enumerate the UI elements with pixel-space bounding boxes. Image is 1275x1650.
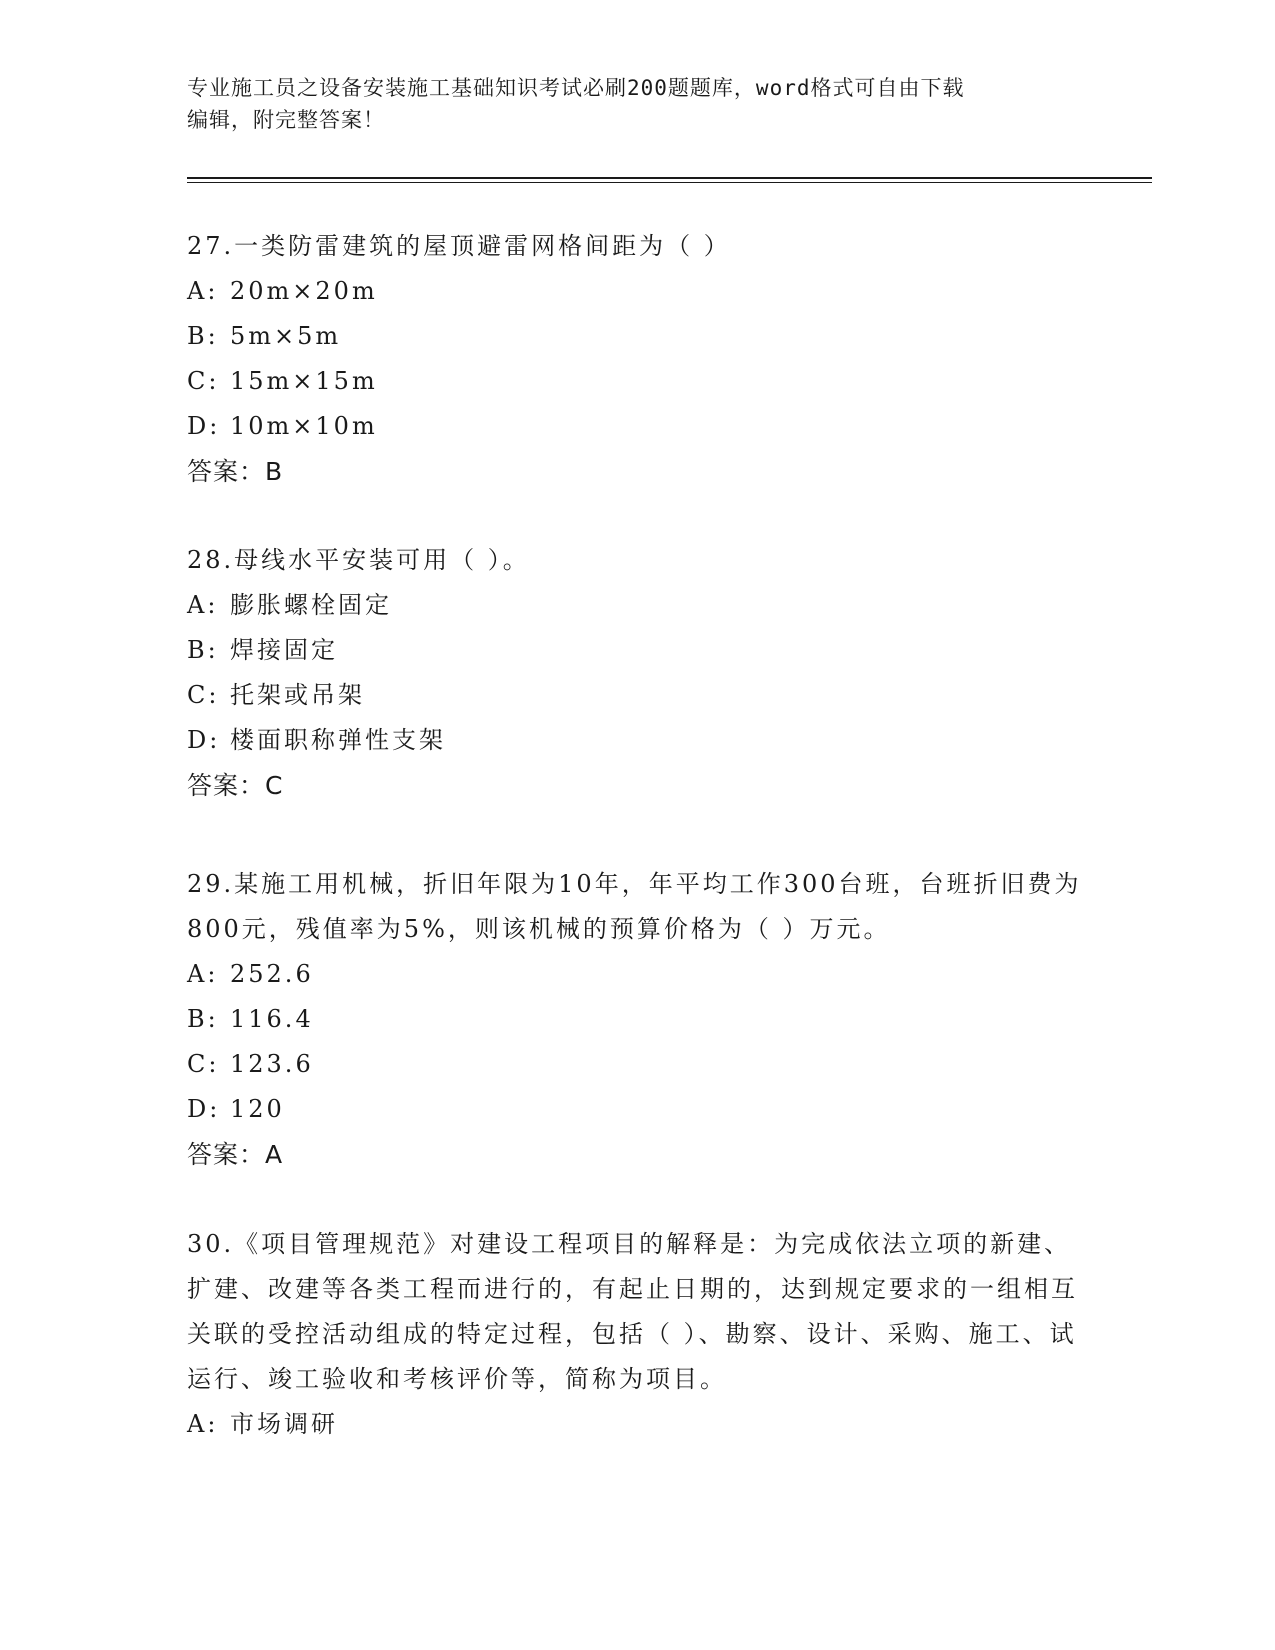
- option-key: B:: [187, 636, 219, 664]
- question-stem: 28.母线水平安装可用（ ）。: [187, 546, 530, 574]
- header-title-line-2: 编辑，附完整答案！: [187, 108, 385, 132]
- option-key: A:: [187, 960, 219, 988]
- option-d: [187, 1087, 1087, 1132]
- option-text: 5m×5m: [230, 322, 342, 350]
- option-a: [187, 269, 1087, 314]
- header-divider-thin: [187, 182, 1152, 183]
- option-c: [187, 359, 1087, 404]
- option-key: C:: [187, 1050, 220, 1078]
- option-text: 膨胀螺栓固定: [230, 591, 392, 619]
- question-29: [187, 862, 1087, 1177]
- option-key: D:: [187, 726, 221, 754]
- option-b: [187, 314, 1087, 359]
- option-text: 10m×10m: [230, 412, 378, 440]
- document-header: [187, 72, 1087, 136]
- option-key: C:: [187, 367, 220, 395]
- question-stem: 29.某施工用机械，折旧年限为10年，年平均工作300台班，台班折旧费为800元，残值率为5%，则该机械的预算价格为（ ）万元。: [187, 870, 1082, 943]
- question-stem: 30.《项目管理规范》对建设工程项目的解释是：为完成依法立项的新建、扩建、改建等各类工程而进行的，有起止日期的，达到规定要求的一组相互关联的受控活动组成的特定过程，包括（ ）、勘察、设计、采购、施工、试运行、竣工验收和考核评价等，简称为项目。: [187, 1230, 1078, 1393]
- option-d: [187, 718, 1087, 763]
- answer-label: 答案：B: [187, 457, 284, 486]
- option-b: [187, 997, 1087, 1042]
- option-text: 楼面职称弹性支架: [230, 726, 446, 754]
- question-stem: 27.一类防雷建筑的屋顶避雷网格间距为（ ）: [187, 232, 731, 260]
- answer-label: 答案：C: [187, 771, 284, 800]
- question-30: [187, 1222, 1087, 1447]
- header-title-line-1: 专业施工员之设备安装施工基础知识考试必刷200题题库，word格式可自由下载: [187, 76, 965, 100]
- option-text: 120: [230, 1095, 285, 1123]
- option-key: C:: [187, 681, 220, 709]
- header-divider-thick: [187, 177, 1152, 179]
- option-key: B:: [187, 1005, 219, 1033]
- option-text: 20m×20m: [230, 277, 378, 305]
- answer-label: 答案：A: [187, 1140, 284, 1169]
- option-text: 15m×15m: [230, 367, 378, 395]
- option-a: [187, 583, 1087, 628]
- option-c: [187, 1042, 1087, 1087]
- option-key: D:: [187, 1095, 221, 1123]
- option-c: [187, 673, 1087, 718]
- question-27: [187, 224, 1087, 494]
- option-text: 116.4: [230, 1005, 314, 1033]
- option-text: 123.6: [230, 1050, 314, 1078]
- option-key: B:: [187, 322, 219, 350]
- option-key: D:: [187, 412, 221, 440]
- option-key: A:: [187, 277, 219, 305]
- option-d: [187, 404, 1087, 449]
- option-text: 252.6: [230, 960, 314, 988]
- option-a: [187, 952, 1087, 997]
- option-key: A:: [187, 1410, 219, 1438]
- option-b: [187, 628, 1087, 673]
- option-text: 市场调研: [230, 1410, 338, 1438]
- option-key: A:: [187, 591, 219, 619]
- option-text: 托架或吊架: [230, 681, 365, 709]
- option-text: 焊接固定: [230, 636, 338, 664]
- option-a: [187, 1402, 1087, 1447]
- question-28: [187, 538, 1087, 808]
